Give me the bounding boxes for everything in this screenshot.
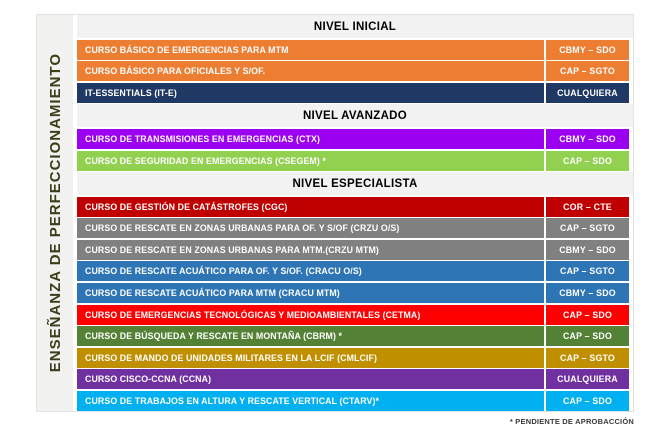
course-row — [77, 151, 629, 171]
course-row — [77, 326, 629, 346]
course-row — [77, 83, 629, 103]
section-header: NIVEL AVANZADO — [77, 104, 633, 127]
rank-badge: CAP – SGTO — [544, 218, 629, 238]
course-table — [77, 15, 633, 411]
course-row — [77, 391, 629, 411]
course-name: CURSO DE TRABAJOS EN ALTURA Y RESCATE VERTICAL (CTARV)* — [85, 395, 380, 406]
course-row — [77, 240, 629, 260]
sidebar-vertical-title: ENSEÑANZA DE PERFECCIONAMIENTO — [46, 53, 64, 373]
course-name: CURSO DE SEGURIDAD EN EMERGENCIAS (CSEGEM) * — [85, 155, 326, 166]
course-row — [77, 129, 629, 149]
rank-badge: CAP – SDO — [544, 391, 629, 411]
rank-badge: CAP – SDO — [544, 326, 629, 346]
course-name: CURSO DE RESCATE EN ZONAS URBANAS PARA MTM.(CRZU MTM) — [85, 244, 379, 255]
course-name: CURSO DE RESCATE ACUÁTICO PARA OF. Y S/OF. (CRACU O/S) — [85, 266, 362, 277]
course-row — [77, 369, 629, 389]
rank-badge: CAP – SGTO — [544, 261, 629, 281]
course-row — [77, 40, 629, 60]
rank-badge: CBMY – SDO — [544, 129, 629, 149]
course-row — [77, 261, 629, 281]
rank-badge: COR – CTE — [544, 197, 629, 217]
course-name: IT-ESSENTIALS (IT-E) — [85, 87, 177, 98]
course-name: CURSO BÁSICO DE EMERGENCIAS PARA MTM — [85, 44, 289, 55]
course-structure-table — [36, 14, 634, 412]
course-row — [77, 305, 629, 325]
rank-badge: CAP – SGTO — [544, 348, 629, 368]
pending-approval-footnote: * PENDIENTE DE APROBACCIÓN — [509, 417, 634, 426]
course-row — [77, 218, 629, 238]
course-name: CURSO DE BÚSQUEDA Y RESCATE EN MONTAÑA (CBRM) * — [85, 331, 343, 342]
course-name: CURSO BÁSICO PARA OFICIALES Y S/OF. — [85, 66, 266, 77]
rank-badge: CAP – SDO — [544, 151, 629, 171]
course-row — [77, 348, 629, 368]
section-header: NIVEL INICIAL — [77, 15, 633, 38]
rank-badge: CAP – SGTO — [544, 61, 629, 81]
course-name: CURSO DE RESCATE ACUÁTICO PARA MTM (CRACU MTM) — [85, 288, 340, 299]
course-name: CURSO DE EMERGENCIAS TECNOLÓGICAS Y MEDIOAMBIENTALES (CETMA) — [85, 309, 421, 320]
course-name: CURSO DE GESTIÓN DE CATÁSTROFES (CGC) — [85, 201, 288, 212]
course-row — [77, 61, 629, 81]
rank-badge: CAP – SDO — [544, 305, 629, 325]
rank-badge: CUALQUIERA — [544, 83, 629, 103]
course-row — [77, 283, 629, 303]
course-row — [77, 197, 629, 217]
sidebar — [37, 15, 77, 411]
course-name: CURSO DE TRANSMISIONES EN EMERGENCIAS (CTX) — [85, 133, 320, 144]
course-name: CURSO DE MANDO DE UNIDADES MILITARES EN LA LCIF (CMLCIF) — [85, 352, 377, 363]
section-header: NIVEL ESPECIALISTA — [77, 172, 633, 195]
course-name: CURSO DE RESCATE EN ZONAS URBANAS PARA OF. Y S/OF (CRZU O/S) — [85, 223, 400, 234]
course-name: CURSO CISCO-CCNA (CCNA) — [85, 374, 212, 385]
rank-badge: CBMY – SDO — [544, 240, 629, 260]
rank-badge: CUALQUIERA — [544, 369, 629, 389]
rank-badge: CBMY – SDO — [544, 40, 629, 60]
rank-badge: CBMY – SDO — [544, 283, 629, 303]
